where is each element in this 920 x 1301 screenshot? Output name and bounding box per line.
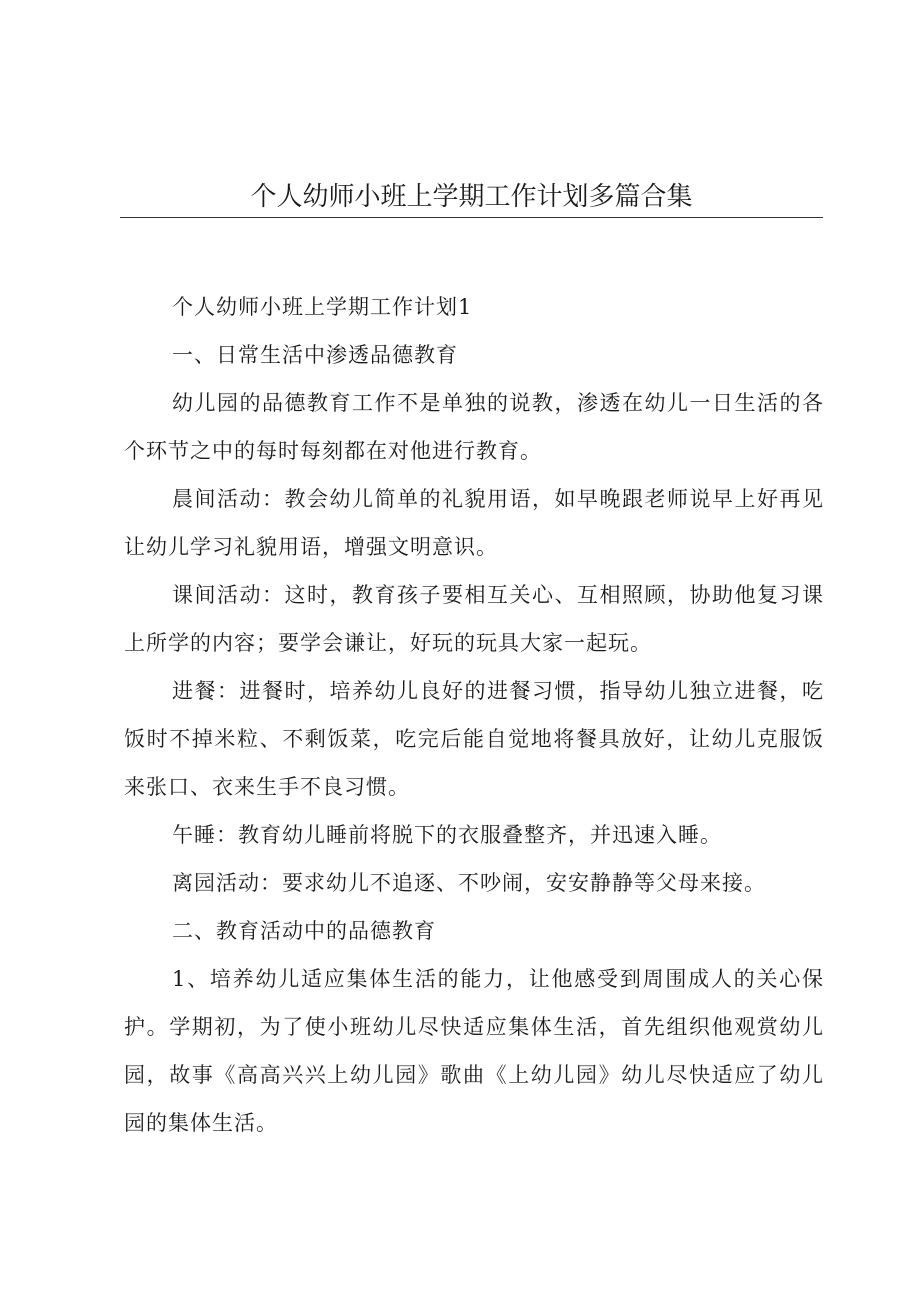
paragraph-moral-education: 幼儿园的品德教育工作不是单独的说教，渗透在幼儿一日生活的各个环节之中的每时每刻都在对他进行教育。 (124, 391, 824, 463)
section-heading-daily-life: 一、日常生活中渗透品德教育 (172, 343, 458, 367)
document-title: 个人幼师小班上学期工作计划多篇合集 (250, 182, 693, 212)
title-underline (120, 217, 823, 218)
document-body (124, 283, 824, 1147)
paragraph-nap: 午睡：教育幼儿睡前将脱下的衣服叠整齐，并迅速入睡。 (172, 823, 722, 847)
paragraph-collective-life: 1、培养幼儿适应集体生活的能力，让他感受到周围成人的关心保护。学期初，为了使小班幼儿尽快适应集体生活，首先组织他观赏幼儿园，故事《高高兴兴上幼儿园》歌曲《上幼儿园》幼儿尽快适应了幼儿园的集体生活。 (124, 967, 824, 1135)
section-heading-teaching-activities: 二、教育活动中的品德教育 (172, 919, 436, 943)
paragraph-leaving: 离园活动：要求幼儿不追逐、不吵闹，安安静静等父母来接。 (172, 871, 766, 895)
paragraph-morning-activity: 晨间活动：教会幼儿简单的礼貌用语，如早晚跟老师说早上好再见让幼儿学习礼貌用语，增强文明意识。 (124, 487, 824, 559)
paragraph-meal: 进餐：进餐时，培养幼儿良好的进餐习惯，指导幼儿独立进餐，吃饭时不掉米粒、不剩饭菜，吃完后能自觉地将餐具放好，让幼儿克服饭来张口、衣来生手不良习惯。 (124, 679, 824, 799)
section-heading-plan-1: 个人幼师小班上学期工作计划1 (172, 295, 473, 319)
paragraph-break-activity: 课间活动：这时，教育孩子要相互关心、互相照顾，协助他复习课上所学的内容；要学会谦让，好玩的玩具大家一起玩。 (124, 583, 824, 655)
